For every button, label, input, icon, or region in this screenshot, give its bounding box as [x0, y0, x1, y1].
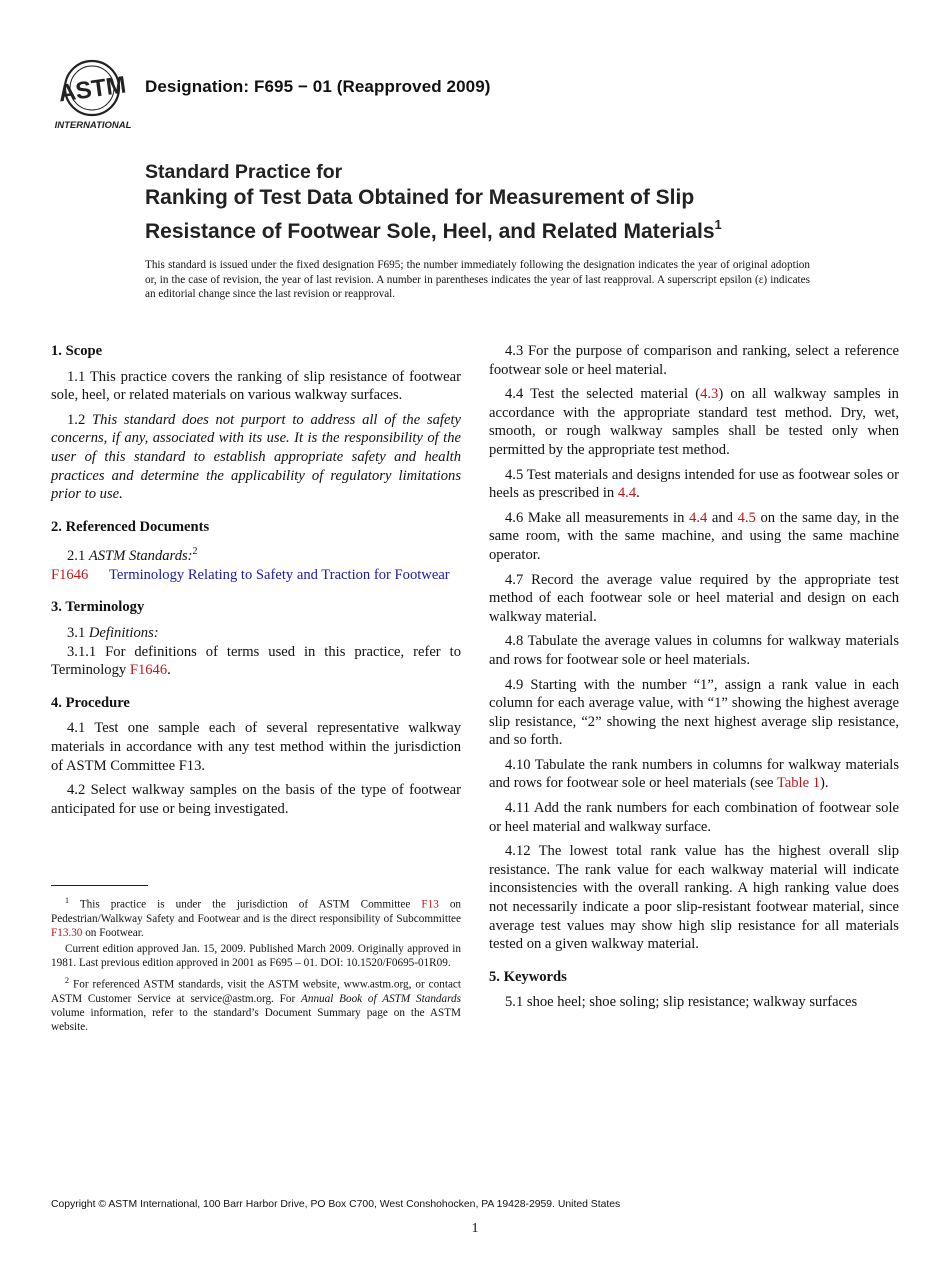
link-4-4-b[interactable]: 4.4	[689, 509, 708, 526]
para-4-5	[489, 466, 899, 503]
para-5-1: 5.1 shoe heel; shoe soling; slip resistance; walkway surfaces	[505, 994, 858, 1011]
section-heading-terminology: 3. Terminology	[51, 599, 145, 616]
title-block	[145, 160, 885, 245]
section-heading-procedure: 4. Procedure	[51, 694, 130, 711]
para-4-9: 4.9 Starting with the number “1”, assign a rank value in each column for each average value, with “1” showing the highest average slip resistance, “2” showing the next highest average slip resistance, and so forth.	[489, 676, 899, 749]
section-heading-scope: 1. Scope	[51, 343, 103, 359]
footnote-1-text-b: on Pedestrian/Walkway Safety and Footwear and is the direct responsibility of Subcommittee	[51, 898, 462, 925]
footnote-1-link-f13[interactable]: F13	[421, 898, 439, 911]
footnote-1-text-c: on Footwear.	[82, 926, 144, 939]
para-4-4	[489, 385, 899, 459]
para-3-1-num: 3.1	[67, 624, 89, 641]
para-1-2-num: 1.2	[67, 411, 93, 428]
para-4-10-b: ).	[820, 775, 829, 792]
para-2-1-sup: 2	[192, 546, 198, 558]
link-table-1[interactable]: Table 1	[776, 775, 821, 792]
footnote-2-mark: 2	[65, 976, 69, 986]
copyright-notice: Copyright © ASTM International, 100 Barr Harbor Drive, PO Box C700, West Conshohocken, PA 19428-2959. United States	[51, 1199, 621, 1210]
right-column	[489, 342, 899, 1018]
reference-title-link[interactable]: Terminology Relating to Safety and Traction for Footwear	[109, 566, 450, 583]
footnotes	[51, 894, 461, 1038]
para-4-8: 4.8 Tabulate the average values in columns for walkway materials and rows for footwear sole or heel materials.	[489, 633, 899, 668]
para-4-3: 4.3 For the purpose of comparison and ranking, select a reference footwear sole or heel material.	[489, 343, 899, 378]
footnote-2-text-b: volume information, refer to the standard’s Document Summary page on the ASTM website.	[51, 1006, 461, 1033]
para-4-7: 4.7 Record the average value required by the appropriate test method of each footwear sole or heel material and design on each walkway material.	[489, 571, 899, 625]
para-1-1: 1.1 This practice covers the ranking of slip resistance of footwear sole, heel, or related materials on various walkway surfaces.	[51, 368, 461, 404]
para-4-6-mid: and	[707, 509, 738, 526]
title-footnote-mark: 1	[714, 217, 722, 232]
para-4-10	[489, 756, 899, 793]
reference-entry	[51, 566, 461, 585]
para-4-4-b: ) on all walkway samples in accordance with the appropriate standard test method. Dry, wet, smooth, or rough walkway samples shall be tested only when permitted by the appropriate test method.	[489, 386, 899, 458]
para-2-1-num: 2.1	[67, 548, 89, 565]
para-4-11: 4.11 Add the rank numbers for each combination of footwear sole or heel material and walkway surface.	[489, 800, 899, 835]
title-line-1: Standard Practice for	[145, 161, 343, 183]
designation: Designation: F695 − 01 (Reapproved 2009)	[145, 77, 491, 96]
para-1-2	[51, 411, 461, 504]
footnote-divider	[51, 885, 148, 886]
astm-logo	[52, 58, 134, 132]
footnote-2-italic: Annual Book of ASTM Standards	[301, 992, 461, 1005]
para-3-1-1-text: 3.1.1 For definitions of terms used in this practice, refer to Terminology	[51, 643, 461, 679]
issue-note: This standard is issued under the fixed designation F695; the number immediately following the designation indicates the year of original adoption or, in the case of revision, the year of last revision. A number in parentheses indicates the year of last reapproval. A superscript epsilon (ε) indicates an editorial change since the last revision or reapproval.	[145, 259, 810, 300]
para-4-5-b: .	[636, 485, 640, 502]
para-4-10-a: 4.10 Tabulate the rank numbers in columns for walkway materials and rows for footwear sole or heel materials (see	[489, 756, 899, 792]
footnote-1-text-a: This practice is under the jurisdiction of ASTM Committee	[69, 898, 422, 911]
section-heading-referenced: 2. Referenced Documents	[51, 518, 210, 535]
terminology-link[interactable]: F1646	[129, 662, 168, 679]
para-4-4-a: 4.4 Test the selected material (	[505, 386, 701, 403]
link-4-5[interactable]: 4.5	[737, 509, 756, 526]
para-3-1-1	[51, 643, 461, 680]
para-4-12: 4.12 The lowest total rank value has the highest overall slip resistance. The rank value for each walkway material will indicate inconsistencies with the overall ranking. A high ranking value does not necessarily indicate a poor slip-resistant footwear material, since average test values may show high slip resistance for all materials tested on a given walkway material.	[489, 843, 899, 953]
para-2-1	[51, 543, 461, 565]
link-4-3[interactable]: 4.3	[700, 386, 719, 403]
para-4-2: 4.2 Select walkway samples on the basis of the type of footwear anticipated for use or being investigated.	[51, 782, 461, 817]
footnote-2	[51, 974, 461, 1034]
footnote-1-link-f1330[interactable]: F13.30	[51, 926, 83, 939]
title-line-3-text: Resistance of Footwear Sole, Heel, and Related Materials	[145, 220, 715, 243]
left-column	[51, 342, 461, 824]
para-4-6	[489, 509, 899, 565]
para-1-2-italic: This standard does not purport to address all of the safety concerns, if any, associated with its use. It is the responsibility of the user of this standard to establish appropriate safety and health practices and determine the applicability of regulatory limitations prior to use.	[51, 411, 461, 503]
link-4-4[interactable]: 4.4	[617, 485, 637, 502]
astm-logo-icon	[52, 58, 134, 132]
para-2-1-italic: ASTM Standards:	[88, 548, 193, 565]
para-4-1: 4.1 Test one sample each of several representative walkway materials in accordance with any test method within the jurisdiction of ASTM Committee F13.	[51, 720, 461, 774]
reference-code-link[interactable]: F1646	[51, 566, 89, 583]
title-line-2: Ranking of Test Data Obtained for Measurement of Slip	[145, 186, 695, 209]
para-3-1	[51, 624, 461, 643]
footnote-1	[51, 894, 461, 940]
logo-text: ASTM	[56, 71, 128, 108]
footnote-2-text-a: For referenced ASTM standards, visit the ASTM website, www.astm.org, or contact ASTM Customer Service at service@astm.org. For	[51, 979, 461, 1005]
logo-subtext: INTERNATIONAL	[54, 120, 132, 131]
para-4-6-a: 4.6 Make all measurements in	[505, 509, 690, 526]
page-number: 1	[471, 1221, 479, 1236]
para-4-6-b: on the same day, in the same room, with the same machine, and using the same machine operator.	[489, 509, 899, 563]
section-heading-keywords: 5. Keywords	[489, 968, 567, 985]
footnote-1-edition: Current edition approved Jan. 15, 2009. Published March 2009. Originally approved in 1981. Last previous edition approved in 2001 as F695 – 01. DOI: 10.1520/F0695-01R09.	[51, 943, 461, 970]
para-4-5-a: 4.5 Test materials and designs intended for use as footwear soles or heels as prescribed in	[489, 466, 899, 502]
para-3-1-italic: Definitions:	[88, 624, 159, 641]
footnote-1-mark: 1	[65, 896, 69, 905]
title-line-3	[145, 211, 885, 245]
para-3-1-1-end: .	[167, 662, 171, 679]
